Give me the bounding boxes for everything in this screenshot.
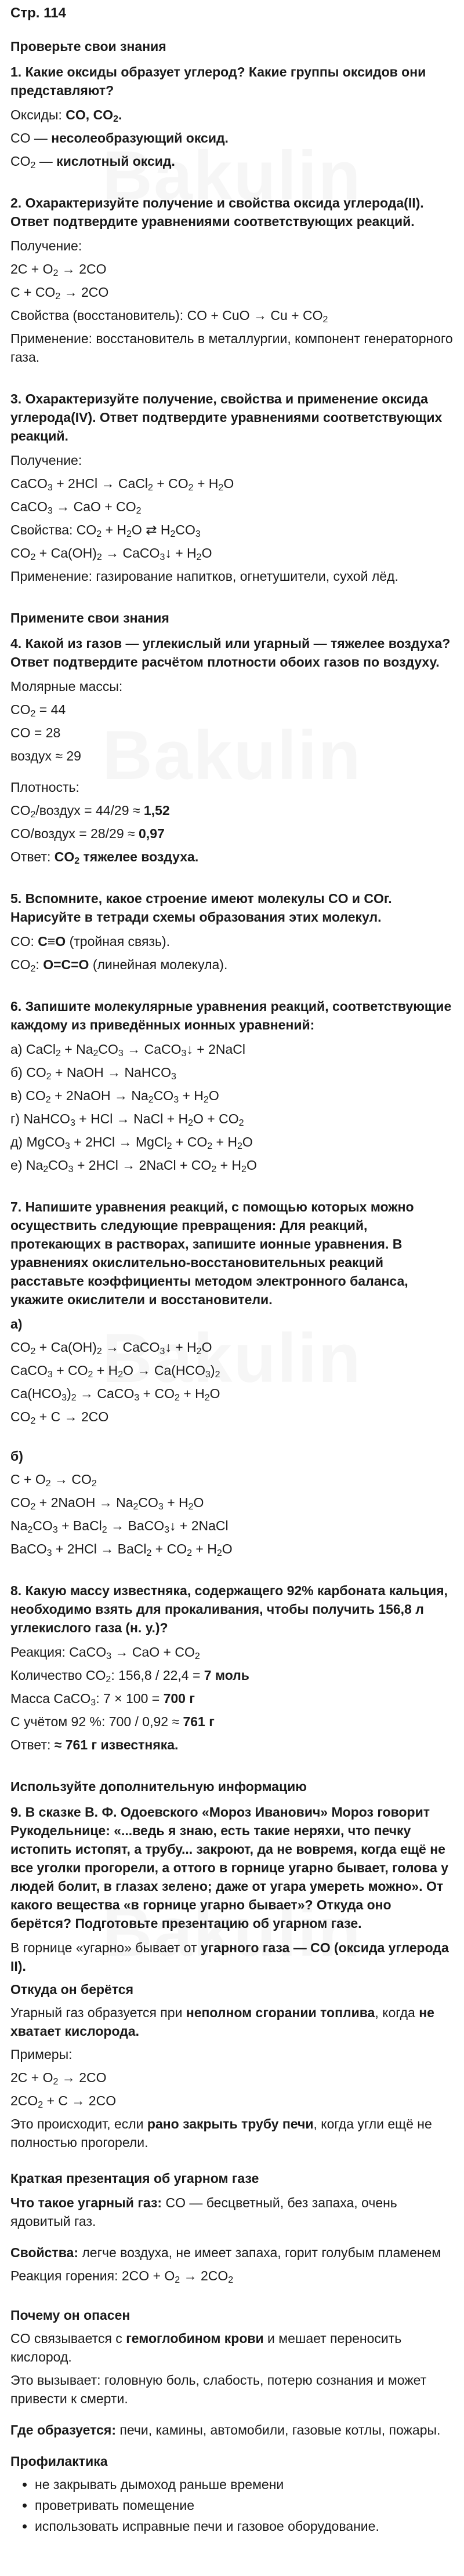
equation: $2CO_2 + C \to 2CO$	[10, 2093, 117, 2110]
oxides-label: Оксиды:	[10, 107, 66, 122]
reaction-line: Реакция горения: $2CO + O_2 \to 2CO_2$	[10, 2268, 234, 2285]
section-title-check: Проверьте свои знания	[10, 39, 166, 54]
list-item: • использовать исправные печи и газовое оборудование.	[35, 2517, 454, 2535]
properties-line: Свойства: легче воздуха, не имеет запаха, горит голубым пламенем	[10, 2245, 441, 2260]
danger-title: Почему он опасен	[10, 2308, 130, 2323]
equation: д) MgCO$_3$ + 2HCl → MgCl$_2$ + $CO_2 + H_2O$	[10, 1134, 253, 1151]
question-7	[10, 1198, 454, 1558]
what-line: Что такое угарный газ: CO — бесцветный, без запаха, очень ядовитый газ.	[10, 2195, 397, 2229]
danger-text: CO связывается с гемоглобином крови и мешает переносить кислород.	[10, 2331, 402, 2364]
origin-text: Угарный газ образуется при неполном сгорании топлива, когда не хватает кислорода.	[10, 2005, 434, 2039]
equation: $CO_2 + Ca(OH)_2$ → CaCO$_3$↓ + $H_2O$	[10, 545, 212, 562]
co2-line: $CO_2$ — кислотный оксид.	[10, 154, 175, 170]
question-2-text: 2. Охарактеризуйте получение и свойства оксида углерода(II). Ответ подтвердите уравнениями соответствующих реакций.	[10, 195, 424, 229]
equation: е) $Na_2CO_3 + 2HCl$ → 2NaCl + $CO_2 + H_2O$	[10, 1158, 257, 1174]
question-3-text: 3. Охарактеризуйте получение, свойства и применение оксида углерода(IV). Ответ подтвердите уравнениями соответствующих реакций.	[10, 391, 443, 443]
equation: $CO_2 + C \to 2CO$	[10, 1409, 109, 1426]
obtaining-label: Получение:	[10, 453, 82, 468]
density-label: Плотность:	[10, 780, 79, 795]
question-7-text: 7. Напишите уравнения реакций, с помощью которых можно осуществить следующие превращения: Для реакций, протекающих в растворах, запишите ионные уравнения. В уравнениях окислительно-восстановительных реакций расставьте коэффициенты методом электронного баланса, укажите окислители и восстановители.	[10, 1199, 414, 1307]
question-5	[10, 889, 454, 974]
question-9	[10, 1803, 454, 2152]
equation: г) NaHCO$_3$ + HCl → NaCl + $H_2O + CO_2$	[10, 1111, 244, 1128]
reaction-line: Реакция: CaCO$_3$ → CaO + $CO_2$	[10, 1644, 200, 1661]
usage-line: Применение: восстановитель в металлургии, компонент генераторного газа.	[10, 331, 453, 365]
oxides-value: CO, $CO_2$.	[66, 107, 122, 124]
question-4-text: 4. Какой из газов — углекислый или угарный — тяжелее воздуха? Ответ подтвердите расчётом плотности обоих газов по воздуху.	[10, 636, 451, 670]
prevent-title: Профилактика	[10, 2454, 108, 2469]
list-item: • проветривать помещение	[35, 2496, 454, 2515]
question-1	[10, 63, 454, 170]
co-structure: CO: C≡O (тройная связь).	[10, 934, 171, 949]
where-line: Где образуется: печи, камины, автомобили, газовые котлы, пожары.	[10, 2422, 441, 2437]
equation: $Na_2CO_3$ + BaCl$_2$ → BaCO$_3$↓ + 2NaCl	[10, 1518, 229, 1535]
equation: CaCO$_3$ + $CO_2 + H_2O \to Ca(HCO_3)_2$	[10, 1363, 220, 1380]
question-3	[10, 390, 454, 585]
origin-title: Откуда он берётся	[10, 1982, 134, 1997]
prevent-list	[10, 2475, 454, 2535]
equation: а) CaCl$_2$ + $Na_2CO_3$ → CaCO$_3$↓ + 2NaCl	[10, 1042, 246, 1058]
equation: BaCO$_3$ + 2HCl → BaCl$_2$ + $CO_2 + H_2O$	[10, 1541, 233, 1558]
equation: $C + O_2 \to CO_2$	[10, 1472, 97, 1489]
equation: $2C + O_2 \to 2CO$	[10, 2070, 107, 2087]
density-value: CO/воздух = 28/29 ≈ 0,97	[10, 826, 165, 841]
page	[0, 5, 464, 2576]
oxides-line	[10, 105, 454, 124]
question-1-text: 1. Какие оксиды образует углерод? Какие группы оксидов они представляют?	[10, 64, 426, 98]
answer-line: В горнице «угарно» бывает от угарного газа — CO (оксида углерода II).	[10, 1940, 449, 1974]
part-b-label: б)	[10, 1449, 23, 1464]
density-value: $CO_2$/воздух = 44/29 ≈ 1,52	[10, 803, 170, 820]
molar-value: CO = 28	[10, 725, 61, 740]
question-6	[10, 997, 454, 1174]
equation: CaCO$_3$ + 2HCl → CaCl$_2$ + $CO_2 + H_2O$	[10, 476, 234, 493]
equation: $CO_2 + Ca(OH)_2$ → CaCO$_3$↓ + $H_2O$	[10, 1340, 212, 1356]
question-2	[10, 194, 454, 366]
question-5-text: 5. Вспомните, какое строение имеют молекулы CO и COг. Нарисуйте в тетради схемы образования этих молекул.	[10, 891, 392, 925]
equation-list	[10, 1040, 454, 1174]
properties-line: Свойства (восстановитель): CO + CuO → $Cu + CO_2$	[10, 308, 328, 325]
molar-value: $CO_2 = 44$	[10, 702, 66, 719]
question-6-text: 6. Запишите молекулярные уравнения реакций, соответствующие каждому из приведённых ионных уравнений:	[10, 999, 452, 1032]
molar-value: воздух ≈ 29	[10, 748, 81, 763]
answer-line: Ответ: ≈ 761 г известняка.	[10, 1737, 179, 1752]
question-8-text: 8. Какую массу известняка, содержащего 92% карбоната кальция, необходимо взять для прокаливания, чтобы получить 156,8 л углекислого газа (н. у.)?	[10, 1583, 448, 1635]
list-item: • не закрывать дымоход раньше времени	[35, 2475, 454, 2494]
equation: $CO_2$ + 2NaOH → $Na_2CO_3 + H_2O$	[10, 1495, 204, 1512]
answer-line: Ответ: $CO_2$ тяжелее воздуха.	[10, 849, 199, 866]
equation: $C + CO_2 \to 2CO$	[10, 285, 109, 301]
co-line: CO — несолеобразующий оксид.	[10, 130, 229, 145]
equation: $2C + O_2 \to 2CO$	[10, 261, 107, 278]
properties-line: Свойства: $CO_2 + H_2O$ ⇄ $H_2CO_3$	[10, 522, 201, 539]
obtaining-label: Получение:	[10, 238, 82, 253]
equation: в) $CO_2$ + 2NaOH → $Na_2CO_3 + H_2O$	[10, 1088, 219, 1105]
purity-line: С учётом 92 %: 700 / 0,92 ≈ 761 г	[10, 1714, 215, 1729]
amount-line: Количество $CO_2$: 156,8 / 22,4 = 7 моль	[10, 1668, 249, 1684]
equation: б) $CO_2$ + NaOH → NaHCO$_3$	[10, 1065, 176, 1082]
question-9-text: 9. В сказке В. Ф. Одоевского «Мороз Иванович» Мороз говорит Рукодельнице: «...ведь я знаю, есть такие неряхи, что печку истопить истопят, а трубу... закроют, да не вовремя, когда ещё не все уголки прогорели, а оттого в горнице угарно бывает, голова у людей болит, в глазах зелено; даже от угара умереть можно». От какого вещества «в горнице угарно бывает»? Откуда оно берётся? Подготовьте презентацию об угарном газе.	[10, 1804, 449, 1931]
page-title: Стр. 114	[10, 5, 66, 21]
presentation-title: Краткая презентация об угарном газе	[10, 2171, 259, 2186]
question-8	[10, 1581, 454, 1754]
equation: $Ca(HCO_3)_2$ → CaCO$_3$ + $CO_2 + H_2O$	[10, 1386, 220, 1403]
equation-list-a	[10, 1338, 454, 1426]
presentation	[10, 2169, 454, 2535]
usage-line: Применение: газирование напитков, огнетушители, сухой лёд.	[10, 569, 398, 584]
question-4	[10, 634, 454, 866]
co2-structure: $CO_2$: O=C=O (линейная молекула).	[10, 957, 228, 974]
section-title-apply: Примените свои знания	[10, 610, 169, 625]
mass-line: Масса CaCO$_3$: 7 × 100 = 700 г	[10, 1691, 195, 1708]
origin-note: Это происходит, если рано закрыть трубу печи, когда угли ещё не полностью прогорели.	[10, 2116, 432, 2150]
molar-label: Молярные массы:	[10, 679, 123, 694]
equation-list-b	[10, 1470, 454, 1558]
section-title-extra: Используйте дополнительную информацию	[10, 1779, 307, 1794]
danger-effects: Это вызывает: головную боль, слабость, потерю сознания и может привести к смерти.	[10, 2373, 427, 2406]
examples-label: Примеры:	[10, 2047, 72, 2062]
equation: CaCO$_3$ → CaO + $CO_2$	[10, 499, 142, 516]
part-a-label: а)	[10, 1316, 23, 1331]
